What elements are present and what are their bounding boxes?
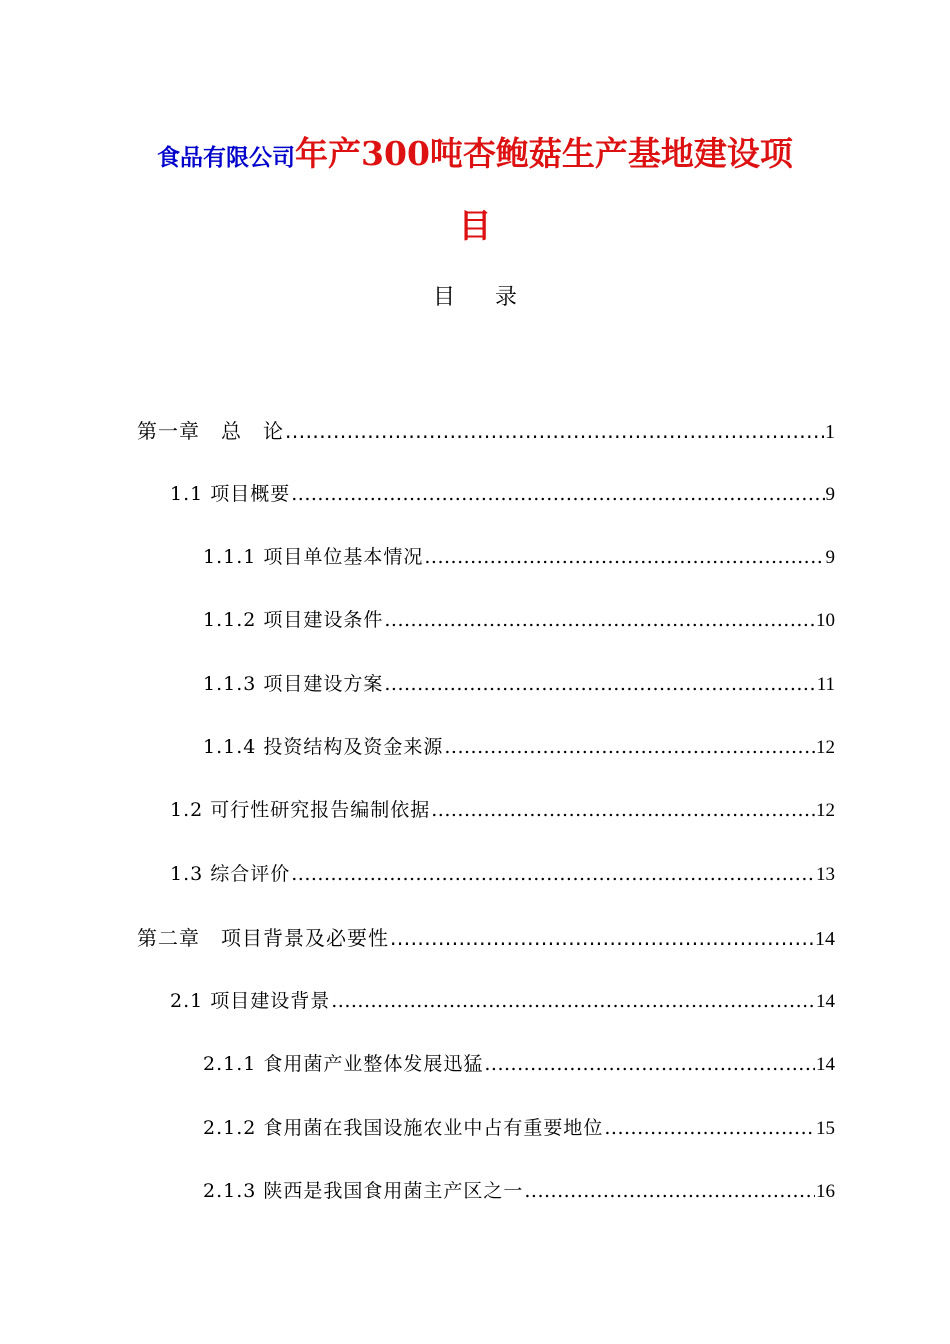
- toc-entry-page: 14: [815, 928, 835, 950]
- toc-entry-page: 11: [816, 674, 835, 695]
- toc-entry-title: 2.1.3 陕西是我国食用菌主产区之一: [203, 1180, 524, 1202]
- toc-entry-title: 1.1 项目概要: [170, 483, 291, 505]
- toc-entry-1-1-4[interactable]: [203, 732, 835, 762]
- toc-entry-title: 2.1.1 食用菌产业整体发展迅猛: [203, 1053, 484, 1075]
- toc-entry-title: 1.2 可行性研究报告编制依据: [170, 799, 431, 821]
- toc-leader-dots: [444, 736, 815, 758]
- toc-entry-page: 13: [816, 864, 835, 885]
- toc-leader-dots: [331, 990, 815, 1012]
- toc-entry-page: 1: [825, 421, 835, 443]
- toc-entry-1-2[interactable]: [170, 795, 835, 825]
- toc-entry-title: 1.3 综合评价: [170, 863, 291, 885]
- toc-leader-dots: [384, 673, 815, 695]
- toc-entry-title: 2.1.2 食用菌在我国设施农业中占有重要地位: [203, 1117, 604, 1139]
- toc-entry-1-3[interactable]: [170, 859, 835, 889]
- toc-entry-title: 第二章 项目背景及必要性: [137, 926, 389, 950]
- toc-entry-1-1-3[interactable]: [203, 669, 835, 699]
- toc-entry-title: 1.1.4 投资结构及资金来源: [203, 736, 444, 758]
- toc-leader-dots: [424, 546, 824, 568]
- toc-entry-1-1[interactable]: [170, 479, 835, 509]
- toc-entry-page: 16: [816, 1181, 835, 1202]
- toc-leader-dots: [291, 483, 824, 505]
- toc-entry-page: 15: [816, 1118, 835, 1139]
- toc-entry-2-1-2[interactable]: [203, 1113, 835, 1143]
- toc-entry-page: 12: [816, 737, 835, 758]
- toc-entry-title: 2.1 项目建设背景: [170, 990, 331, 1012]
- toc-entry-page: 14: [816, 991, 835, 1012]
- document-title: [0, 126, 950, 188]
- toc-leader-dots: [384, 609, 815, 631]
- toc-leader-dots: [484, 1053, 815, 1075]
- toc-entry-chapter-1[interactable]: [137, 415, 835, 445]
- toc-heading: 目录: [432, 285, 557, 310]
- toc-leader-dots: [285, 419, 824, 443]
- toc-entry-2-1[interactable]: [170, 986, 835, 1016]
- toc-entry-page: 9: [825, 484, 835, 505]
- document-title-continued: 目: [458, 206, 492, 245]
- toc-entry-chapter-2[interactable]: [137, 922, 835, 952]
- toc-leader-dots: [524, 1180, 815, 1202]
- toc-leader-dots: [390, 926, 814, 950]
- toc-entry-page: 9: [825, 547, 835, 568]
- toc-entry-2-1-1[interactable]: [203, 1049, 835, 1079]
- toc-entry-title: 1.1.3 项目建设方案: [203, 673, 384, 695]
- toc-entry-title: 1.1.2 项目建设条件: [203, 609, 384, 631]
- toc-leader-dots: [431, 799, 815, 821]
- toc-entry-page: 10: [816, 610, 835, 631]
- toc-leader-dots: [291, 863, 815, 885]
- toc-entry-page: 14: [816, 1054, 835, 1075]
- title-main-text: 年产300吨杏鲍菇生产基地建设项: [295, 134, 793, 173]
- toc-entry-page: 12: [816, 800, 835, 821]
- toc-entry-2-1-3[interactable]: [203, 1176, 835, 1206]
- toc-entry-title: 1.1.1 项目单位基本情况: [203, 546, 424, 568]
- toc-entry-1-1-2[interactable]: [203, 605, 835, 635]
- title-company-name: 食品有限公司: [157, 144, 296, 171]
- toc-entry-1-1-1[interactable]: [203, 542, 835, 572]
- toc-entry-title: 第一章 总 论: [137, 419, 284, 443]
- toc-leader-dots: [604, 1117, 815, 1139]
